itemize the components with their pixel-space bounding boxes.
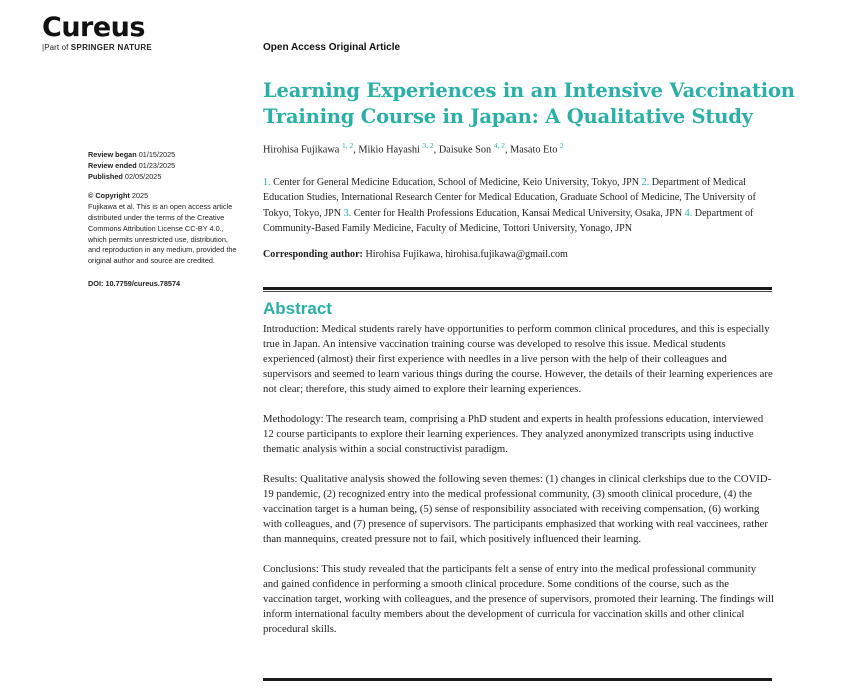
affiliation-text: Center for Health Professions Education, Kansai Medical University, Osaka, JPN [353, 207, 683, 219]
corresponding-label: Corresponding author: [263, 249, 363, 260]
affiliation-number: 1. [263, 177, 271, 188]
author-sep: , [433, 144, 439, 156]
article-title: Learning Experiences in an Intensive Vaccination Training Course in Japan: A Qualitative Study [263, 79, 795, 128]
corresponding-value[interactable]: Hirohisa Fujikawa, hirohisa.fujikawa@gmail.com [365, 249, 568, 260]
abstract-heading: Abstract [263, 299, 332, 318]
bottom-divider [263, 678, 772, 681]
author-affil-ref[interactable]: 3, 2 [422, 141, 434, 150]
publisher-name: SPRINGER NATURE [70, 43, 153, 52]
journal-name: Cureus [42, 12, 145, 43]
journal-logo[interactable] [42, 14, 152, 52]
author-name[interactable]: Mikio Hayashi [358, 144, 420, 156]
copyright-year: 2025 [131, 191, 149, 201]
review-began-date: 01/15/2025 [138, 150, 176, 159]
affiliation-number: 2. [641, 177, 650, 188]
author-sep: , [505, 144, 511, 156]
published-label: Published [88, 171, 123, 181]
publisher-prefix: Part of [44, 43, 69, 52]
doi [88, 279, 238, 290]
section-divider-thin [263, 291, 772, 292]
affiliation-number: 3. [343, 207, 352, 219]
review-began [88, 150, 238, 161]
corresponding-author [263, 249, 775, 260]
publisher-line: |Part of SPRINGER NATURE [42, 43, 153, 52]
abstract-body [263, 322, 774, 652]
license-text: Fujikawa et al. This is an open access article distributed under the terms of the Creative Commons Attribution License CC-BY 4.0., which permits unrestricted use, distribution, and reproduction in any medium, provided the original author and source are credited. [88, 202, 237, 266]
author-affil-ref[interactable]: 1, 2 [341, 141, 354, 150]
section-divider [263, 287, 772, 290]
doi-label: DOI: [88, 278, 104, 288]
abstract-paragraph-methodology: Methodology: The research team, comprising a PhD student and experts in health professions education, interviewed 12 course participants to explore their learning experiences. They analyzed anonymized transcripts using inductive thematic analysis within a social constructivist paradigm. [263, 413, 764, 456]
affiliations [263, 175, 775, 237]
affiliation-number: 4. [684, 207, 693, 219]
published-date: 02/05/2025 [124, 171, 162, 181]
affiliation-text: Department of Medical Education Studies, International Research Center for Medical Education, Graduate School of Medicine, The University of Tokyo, Tokyo, JPN [263, 177, 756, 219]
review-ended-label: Review ended [88, 160, 137, 170]
author-name[interactable]: Masato Eto [510, 144, 558, 156]
author-sep: , [353, 144, 359, 156]
article-sidebar [88, 150, 238, 290]
author-affil-ref[interactable]: 4, 2 [493, 141, 505, 150]
copyright-label: © Copyright [88, 191, 130, 201]
review-began-label: Review began [88, 150, 137, 159]
review-ended [88, 161, 238, 172]
author-name[interactable]: Hirohisa Fujikawa [263, 144, 340, 156]
doi-value[interactable]: 10.7759/cureus.78574 [105, 278, 181, 288]
abstract-paragraph-results: Results: Qualitative analysis showed the following seven themes: (1) changes in clinical clerkships due to the COVID-19 pandemic, (2) recognized entry into the medical professional community, (3) smooth clinical procedure, (4) the vaccination target is a human being, (5) sense of responsibility associated with receiving compensation, (6) working with colleagues, and (7) presence of supervisors. The participants emphasized that working with real vaccinees, rather than mannequins, created pressure not to fail, which positively influenced their learning. [263, 472, 772, 546]
abstract-paragraph-introduction: Introduction: Medical students rarely have opportunities to perform common clinical procedures, and this is especially true in Japan. An intensive vaccination training course was developed to resolve this issue. Medical students experienced (almost) their first experience with needles in a live person with the help of their colleagues and supervisors and seemed to learn various things during the course. However, the details of their learning experiences are not clear; therefore, this study aimed to explore their learning experiences. [263, 323, 773, 396]
spacer [88, 182, 238, 191]
spacer [88, 267, 238, 279]
article-type: Open Access Original Article [263, 42, 401, 53]
copyright [88, 191, 238, 202]
author-affil-ref[interactable]: 2 [559, 141, 564, 150]
review-ended-date: 01/23/2025 [138, 160, 176, 170]
affiliation-text: Center for General Medicine Education, School of Medicine, Keio University, Tokyo, JPN [273, 177, 640, 188]
author-list [263, 141, 783, 155]
published [88, 172, 238, 183]
abstract-paragraph-conclusions: Conclusions: This study revealed that the participants felt a sense of entry into the medical professional community and gained confidence in performing a smooth clinical procedure. Some conditions of the course, such as the vaccination target, working with colleagues, and the presence of supervisors, promoted their learning. The findings will inform international faculty members about the development of curricula for vaccination skills and other clinical procedural skills. [263, 563, 774, 636]
affiliation-text: Department of Community-Based Family Medicine, Faculty of Medicine, Tottori University, Yonago, JPN [263, 207, 754, 235]
author-name[interactable]: Daisuke Son [438, 144, 492, 156]
